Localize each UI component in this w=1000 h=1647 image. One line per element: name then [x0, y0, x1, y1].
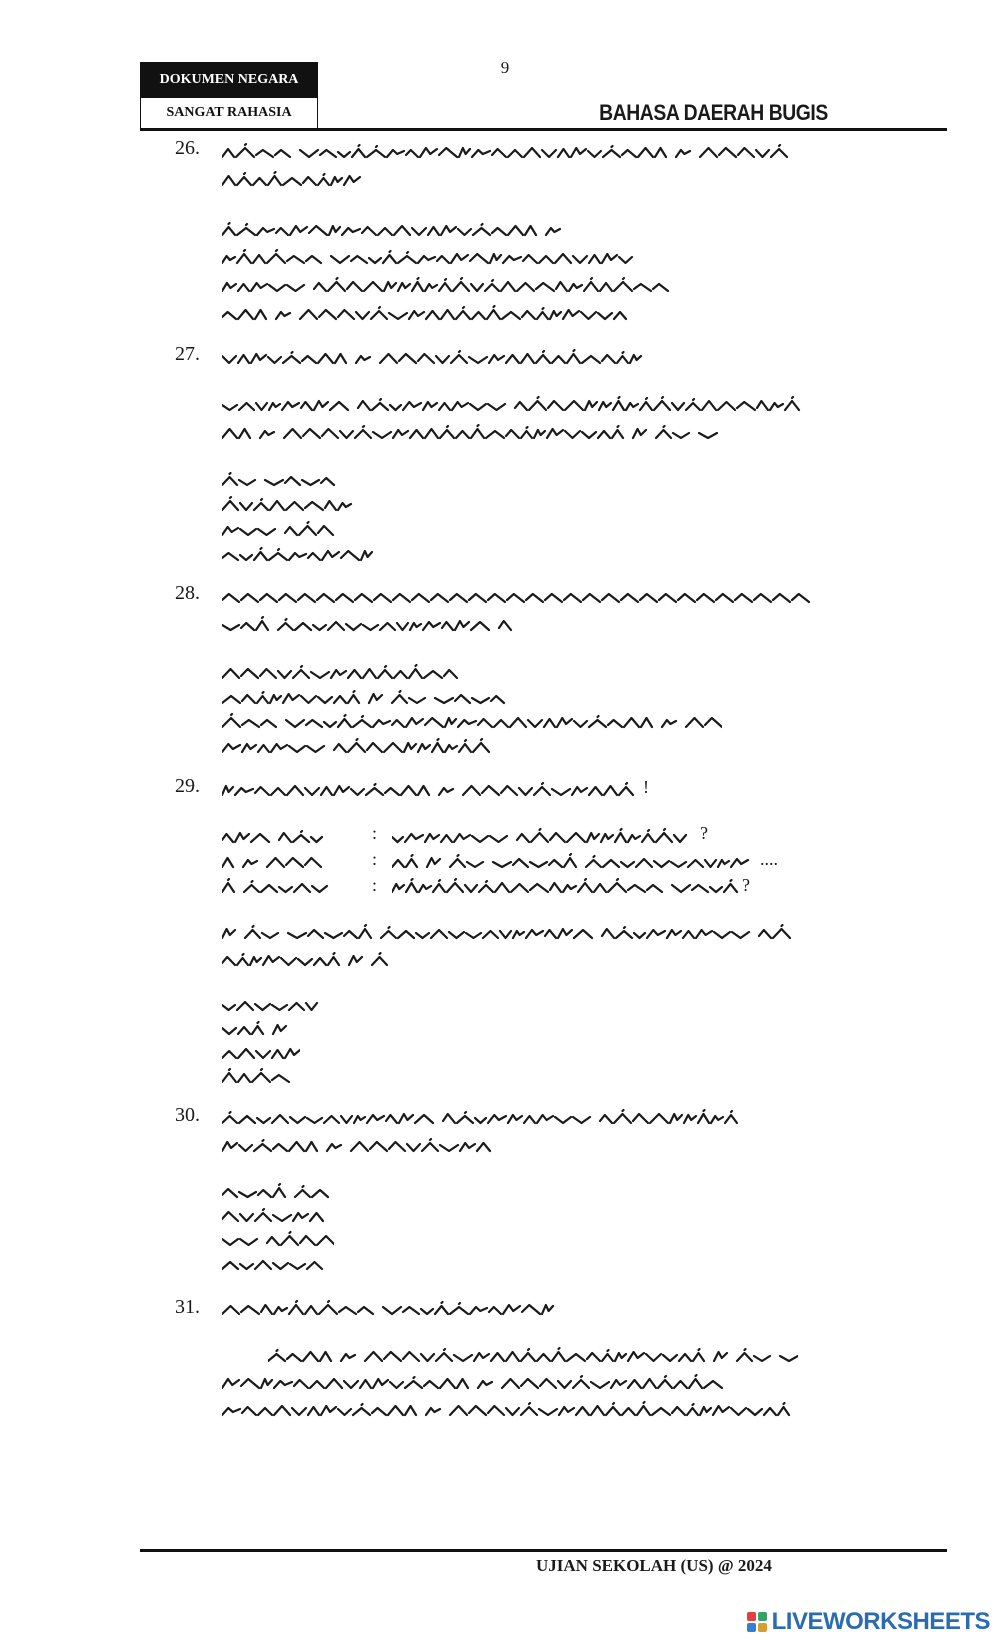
lontara-glyphs	[222, 1232, 334, 1245]
lontara-text-line	[222, 1067, 300, 1089]
ellipsis: ....	[760, 849, 778, 869]
lontara-glyphs	[222, 425, 717, 438]
lontara-text-line	[222, 663, 462, 685]
lontara-text-line	[222, 1400, 812, 1422]
lontara-text-line	[222, 545, 382, 567]
lontara-text-line	[222, 950, 402, 972]
classification-bottom: SANGAT RAHASIA	[141, 97, 317, 128]
exclamation: !	[643, 777, 649, 797]
question-number: 31.	[175, 1296, 200, 1318]
lontara-text-line	[222, 348, 652, 370]
lontara-text-line	[222, 170, 362, 192]
lontara-glyphs	[222, 1402, 789, 1415]
lontara-text-line	[222, 276, 674, 298]
exam-footer: UJIAN SEKOLAH (US) @ 2024	[536, 1556, 772, 1575]
lontara-text-line	[392, 827, 692, 849]
lontara-text-line	[222, 615, 522, 637]
lontara-glyphs	[222, 350, 641, 363]
question-number: 27.	[175, 343, 200, 365]
lontara-text-line	[222, 423, 732, 445]
lontara-glyphs	[268, 1348, 798, 1361]
lontara-text-line	[222, 470, 340, 492]
lontara-glyphs	[222, 250, 632, 263]
lontara-glyphs	[222, 1069, 289, 1082]
lontara-text-line	[222, 827, 332, 849]
question-number: 28.	[175, 582, 200, 604]
lontara-glyphs	[222, 665, 457, 678]
question-mark: ?	[700, 823, 708, 843]
lontara-text-line	[392, 852, 752, 874]
lontara-glyphs	[222, 223, 560, 235]
lontara-glyphs	[222, 1375, 722, 1388]
lontara-glyphs	[222, 1139, 490, 1151]
lontara-text-line	[222, 1299, 557, 1321]
lontara-text-line	[222, 1373, 732, 1395]
question-mark: ?	[742, 875, 750, 895]
lontara-glyphs	[222, 278, 668, 291]
colon: :	[372, 823, 378, 843]
lontara-glyphs	[392, 854, 748, 867]
lontara-glyphs	[222, 831, 322, 842]
lontara-glyphs	[222, 594, 809, 602]
lontara-text-line	[392, 877, 742, 899]
lontara-text-line	[222, 1206, 334, 1228]
lontara-glyphs	[222, 925, 790, 938]
page-number: 9	[500, 58, 510, 77]
lontara-glyphs	[222, 879, 327, 892]
lontara-text-line	[222, 780, 642, 802]
question-number: 30.	[175, 1104, 200, 1126]
lontara-text-line	[222, 248, 642, 270]
lontara-glyphs	[222, 714, 722, 727]
lontara-text-line	[222, 1254, 334, 1276]
lontara-text-line	[222, 995, 332, 1017]
lontara-glyphs	[222, 1110, 737, 1123]
colon: :	[372, 875, 378, 895]
lontara-text-line	[222, 1108, 742, 1130]
lontara-text-line	[222, 1136, 492, 1158]
lontara-glyphs	[222, 1022, 286, 1034]
lontara-text-line	[222, 737, 492, 759]
lontara-text-line	[268, 1346, 798, 1368]
lontara-glyphs	[392, 829, 686, 842]
brand-watermark	[747, 1608, 990, 1636]
lontara-glyphs	[222, 783, 633, 795]
classification-top: DOKUMEN NEGARA	[141, 63, 317, 97]
lontara-text-line	[222, 1019, 300, 1041]
liveworksheets-logo-icon	[747, 1612, 767, 1632]
question-number: 29.	[175, 775, 200, 797]
lontara-glyphs	[222, 1261, 322, 1269]
lontara-glyphs	[222, 172, 360, 185]
lontara-glyphs	[222, 1301, 553, 1314]
colon: :	[372, 849, 378, 869]
question-number: 26.	[175, 137, 200, 159]
lontara-text-line	[222, 877, 332, 899]
lontara-glyphs	[222, 1002, 317, 1010]
lontara-glyphs	[222, 522, 333, 535]
lontara-text-line	[222, 923, 792, 945]
lontara-glyphs	[222, 739, 489, 752]
lontara-glyphs	[222, 1209, 323, 1221]
lontara-glyphs	[222, 144, 787, 157]
lontara-glyphs	[222, 473, 334, 485]
lontara-glyphs	[222, 691, 504, 703]
lontara-glyphs	[222, 306, 626, 319]
lontara-glyphs	[222, 1049, 300, 1058]
subject-title: BAHASA DAERAH BUGIS	[599, 100, 828, 125]
lontara-text-line	[222, 520, 340, 542]
lontara-glyphs	[222, 397, 799, 410]
lontara-glyphs	[222, 1184, 328, 1197]
brand-name: LIVEWORKSHEETS	[771, 1608, 990, 1635]
lontara-glyphs	[222, 617, 511, 630]
lontara-text-line	[222, 712, 722, 734]
lontara-text-line	[222, 1043, 300, 1065]
lontara-text-line	[222, 852, 332, 874]
footer-rule	[140, 1549, 947, 1552]
lontara-glyphs	[222, 953, 387, 965]
lontara-text-line	[222, 304, 632, 326]
lontara-text-line	[222, 1230, 334, 1252]
lontara-glyphs	[392, 879, 737, 892]
lontara-text-line	[222, 142, 792, 164]
lontara-text-line	[222, 1182, 334, 1204]
lontara-text-line	[222, 220, 562, 242]
lontara-glyphs	[222, 497, 351, 510]
lontara-text-line	[222, 587, 812, 609]
lontara-glyphs	[222, 548, 372, 560]
lontara-text-line	[222, 495, 362, 517]
lontara-glyphs	[222, 858, 321, 867]
lontara-text-line	[222, 688, 512, 710]
lontara-text-line	[222, 395, 812, 417]
